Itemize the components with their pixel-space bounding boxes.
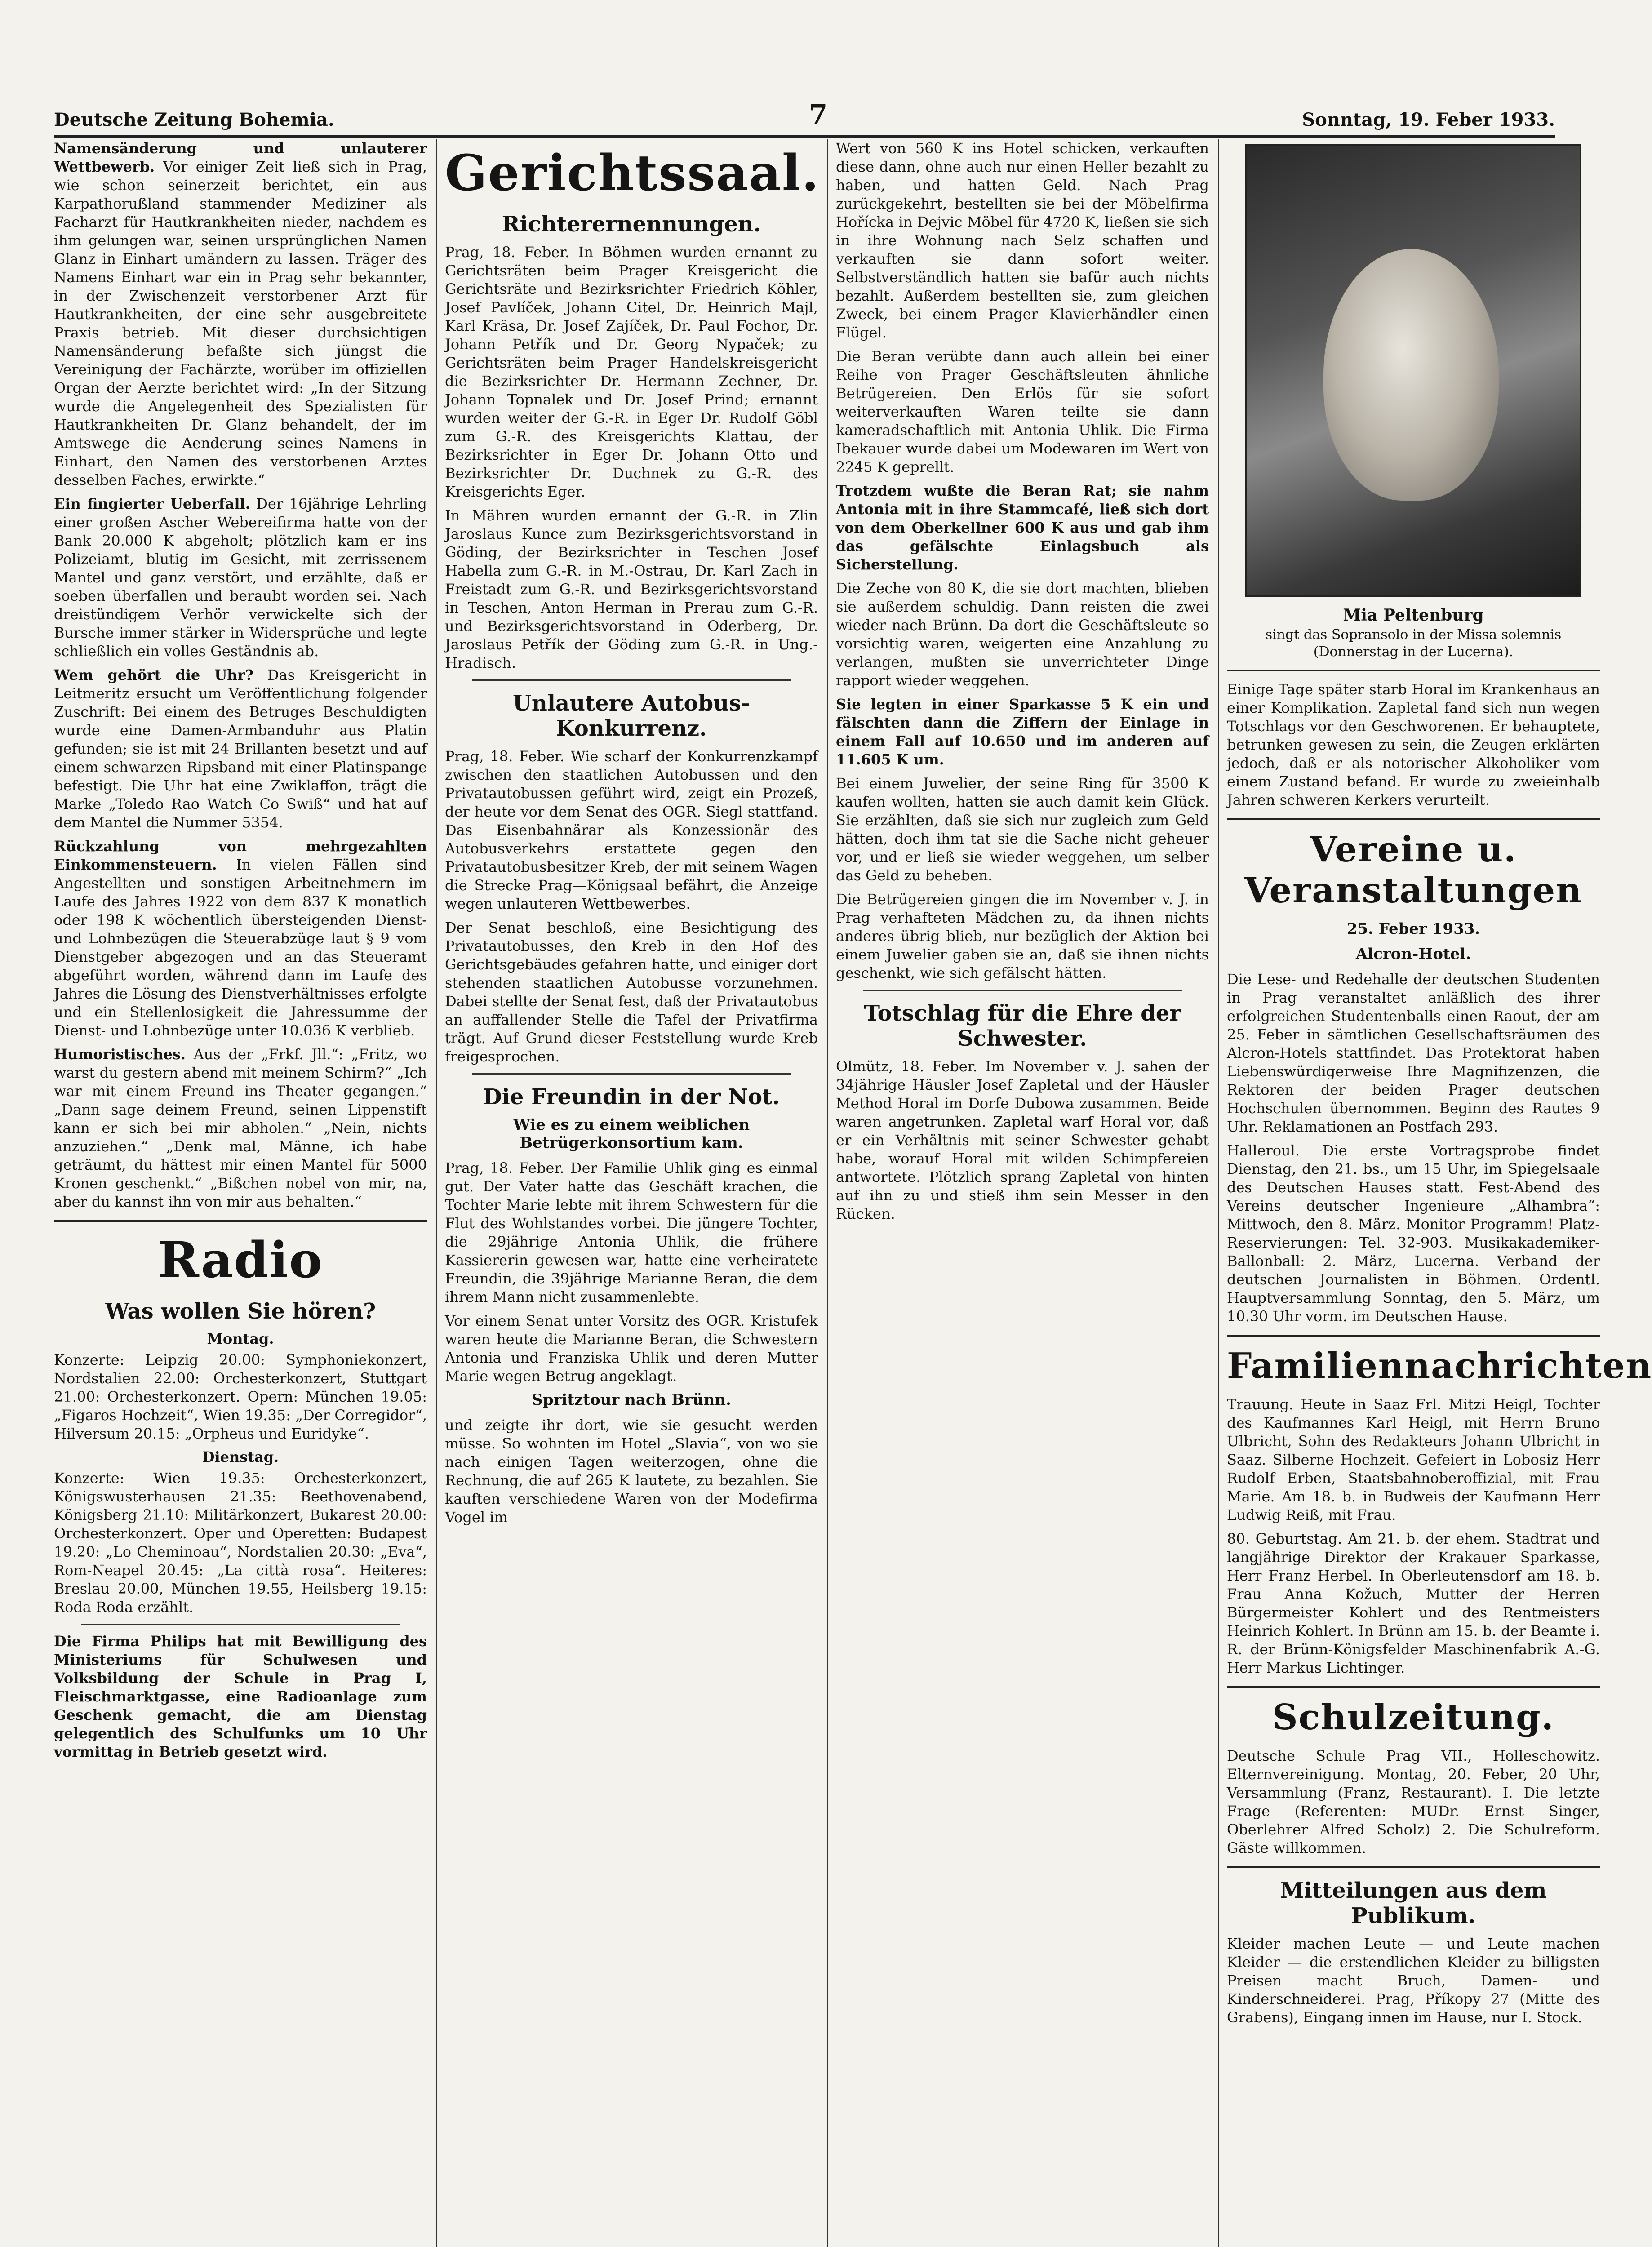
article-body: Vor einiger Zeit ließ sich in Prag, wie schon seinerzeit berichtet, ein aus Karpathorußland stammender Mediziner als Facharzt für Hautkrankheiten nieder, nachdem es ihm gelungen war, seinen ursprünglichen Namen Glanz in Einhart umändern zu lassen. Träger des Namens Einhart war ein in Prag sehr bekannter, in der Zwischenzeit verstorbener Arzt für Hautkrankheiten, der eine sehr ausgebreitete Praxis betrieb. Mit dieser durchsichtigen Namensänderung befaßte sich jüngst die Vereinigung der Fachärzte, worüber im offiziellen Organ der Aerzte berichtet wird: „In der Sitzung wurde die Angelegenheit des Spezialisten für Hautkrankheiten Dr. Glanz behandelt, der im Amtswege die Aenderung seines Namens in Einhart, den Namen des verstorbenen Arztes desselben Faches, erwirkte.“ xyxy=(54,158,427,488)
article-body: Vor einem Senat unter Vorsitz des OGR. Kristufek waren heute die Marianne Beran, die Schwestern Antonia und Franziska Uhlik und deren Mutter Marie wegen Betrug angeklagt. xyxy=(445,1312,818,1385)
issue-date: Sonntag, 19. Feber 1933. xyxy=(1302,109,1555,130)
column-1 xyxy=(54,139,427,2247)
article-heading: Richterernennungen. xyxy=(502,212,761,237)
article-body: Die Beran verübte dann auch allein bei einer Reihe von Prager Geschäftsleuten ähnliche Betrügereien. Den Erlös für sie sofort weiterverkauften Waren teilte sie dann kameradschaftlich mit Antonia Uhlik. Die Firma Ibekauer wurde dabei um Modewaren im Wert von 2245 K geprellt. xyxy=(836,348,1209,475)
article-heading: Unlautere Autobus-Konkurrenz. xyxy=(513,691,750,741)
radio-listing: Konzerte: Wien 19.35: Orchesterkonzert, Königswusterhausen 21.35: Beethovenabend, Königsberg 21.10: Militärkonzert, Bukarest 20.00: Orchesterkonzert. Oper und Operetten: Budapest 19.20: „Lo Cheminoau“, Nordstalien 20.30: „Eva“, Rom-Neapel 20.45: „La città rosa“. Heiteres: Breslau 20.00, München 19.55, Heilsberg 19.15: Roda Roda erzählt. xyxy=(54,1470,427,1616)
event-place: Alcron-Hotel. xyxy=(1355,945,1471,963)
article-body: Deutsche Schule Prag VII., Holleschowitz. Elternvereinigung. Montag, 20. Feber, 20 Uhr, Versammlung (Franz, Restaurant). I. Die letzte Frage (Referenten: MUDr. Ernst Singer, Oberlehrer Alfred Scholz) 2. Die Schulreform. Gäste willkommen. xyxy=(1227,1747,1600,1856)
divider xyxy=(863,990,1182,991)
article-heading: Totschlag für die Ehre der Schwester. xyxy=(864,1001,1181,1051)
article-body: Einige Tage später starb Horal im Krankenhaus an einer Komplikation. Zapletal fand sich nun wegen Totschlags vor den Geschworenen. Er behauptete, betrunken gewesen zu sein, die Zeugen erklärten jedoch, daß er als notorischer Alkoholiker vom einem Zustand befand. Er wurde zu zweieinhalb Jahren schweren Kerkers verurteilt. xyxy=(1227,681,1600,808)
article-body: Bei einem Juwelier, der seine Ring für 3500 K kaufen wollten, hatten sie auch damit kein Glück. Sie erzählten, daß sie sich nur zugleich zum Geld hätten, doch ihm tat sie die Sache nicht geheuer vor, und er ließ sie wieder weggehen, um selber das Geld zu beheben. xyxy=(836,775,1209,884)
column-rule xyxy=(1218,139,1219,2247)
article-heading: Wem gehört die Uhr? xyxy=(54,666,253,684)
column-rule xyxy=(436,139,437,2247)
photo-caption: singt das Sopransolo in der Missa solemnis (Donnerstag in der Lucerna). xyxy=(1265,627,1562,660)
article-body: Halleroul. Die erste Vortragsprobe findet Dienstag, den 21. bs., um 15 Uhr, im Spiegelsaale des Deutschen Hauses statt. Fest-Abend des Vereins deutscher Ingenieure „Alhambra“: Mittwoch, den 8. März. Monitor Programm! Platz-Reservierungen: Tel. 32-903. Musikakademiker-Ballonball: 2. März, Lucerna. Verband der deutschen Journalisten in Böhmen. Ordentl. Hauptversammlung Sonntag, den 5. März, um 10.30 Uhr vorm. im Deutschen Hause. xyxy=(1227,1142,1600,1325)
event-date: 25. Feber 1933. xyxy=(1346,920,1480,938)
article-body: Der Senat beschloß, eine Besichtigung des Privatautobusses, den Kreb in den Hof des Gerichtsgebäudes gefahren hatte, und einiger dort stehenden staatlichen Autobusse vorzunehmen. Dabei stellte der Senat fest, daß der Privatautobus an auffallender Stelle die Tafel der Privatfirma trägt. Auf Grund dieser Feststellung wurde Kreb freigesprochen. xyxy=(445,919,818,1065)
article-body: 80. Geburtstag. Am 21. b. der ehem. Stadtrat und langjährige Direktor der Krakauer Sparkasse, Herr Franz Herbel. In Oberleutensdorf am 18. b. Frau Anna Kožuch, Mutter der Herren Bürgermeister Kohlert und des Rentmeisters Heinrich Kohlert. In Brünn am 15. b. der Beamte i. R. der Brünn-Königsfelder Maschinenfabrik A.-G. Herr Markus Lichtinger. xyxy=(1227,1530,1600,1676)
divider xyxy=(1227,1866,1600,1868)
article-body: Wert von 560 K ins Hotel schicken, verkauften diese dann, ohne auch nur einen Heller bezahlt zu haben, und hatten Geld. Nach Prag zurückgekehrt, bestellten sie bei der Möbelfirma Hořícka in Dejvic Möbel für 4720 K, ließen sie sich in ihre Wohnung nach Selz schaffen und verkauften sie dann sofort weiter. Selbstverständlich hatten sie bafür auch nichts bezahlt. Außerdem bestellten sie, zum gleichen Zweck, bei einem Prager Klavierhändler einen Flügel. xyxy=(836,140,1209,341)
radio-listing: Konzerte: Leipzig 20.00: Symphoniekonzert, Nordstalien 22.00: Orchesterkonzert, Stuttgart 21.00: Orchesterkonzert. Opern: München 19.05: „Figaros Hochzeit“, Wien 19.35: „Der Corregidor“, Hilversum 20.15: „Orpheus und Euridyke“. xyxy=(54,1351,427,1442)
section-title-school: Schulzeitung. xyxy=(1272,1697,1554,1738)
column-rule xyxy=(827,139,828,2247)
article-body: Der 16jährige Lehrling einer großen Ascher Webereifirma hatte von der Bank 20.000 K abgeholt; plötzlich kam er ins Polizeiamt, blutig im Gesicht, mit zerrissenem Mantel und ganz verstört, und erzählte, daß er soeben überfallen und beraubt worden sei. Nach dreistündigem Verhör verwickelte sich der Bursche immer stärker in Widersprüche und legte schließlich ein volles Geständnis ab. xyxy=(54,495,427,660)
divider xyxy=(1227,818,1600,820)
article xyxy=(54,837,427,1040)
divider xyxy=(1227,1335,1600,1337)
article-body: Die Zeche von 80 K, die sie dort machten, blieben sie außerdem schuldig. Dann reisten die zwei wieder nach Brünn. Da dort die Geschäftsleute so vorsichtig waren, weigerten eine Anzahlung zu verlangen, mußten sie unverrichteter Dinge rapport wieder weggehen. xyxy=(836,580,1209,689)
divider xyxy=(472,679,791,681)
page-number: 7 xyxy=(808,99,828,130)
article-body: Aus der „Frkf. Jll.“: „Fritz, wo warst du gestern abend mit meinem Schirm?“ „Ich war mit einem Freund ins Theater gegangen.“ „Dann sage deinem Freund, seinen Lippenstift kann er sich bei mir abholen.“ „Nein, nichts anzuziehen.“ „Denk mal, Männe, ich habe geträumt, du hättest mir einen Mantel für 5000 Kronen geschenkt.“ „Bißchen nobel von mir, na, aber du kannst ihn von mir aus behalten.“ xyxy=(54,1046,427,1210)
article-body: Prag, 18. Feber. Wie scharf der Konkurrenzkampf zwischen den staatlichen Autobussen und den Privatautobussen geführt wird, zeigt ein Prozeß, der heute vor dem Senat des OGR. Siegl stattfand. Das Eisenbahnärar als Konzessionär des Autobusverkehrs erstattete gegen den Privatautobusbesitzer Kreb, der mit seinem Wagen die Strecke Prag—Königsaal befährt, die Anzeige wegen unlauteren Wettbewerbes. xyxy=(445,748,818,912)
portrait-face xyxy=(1323,249,1499,501)
article-emphasis: Trotzdem wußte die Beran Rat; sie nahm Antonia mit in ihre Stammcafé, ließ sich dort von dem Oberkellner 600 K aus und gab ihm das gefälschte Einlagsbuch als Sicherstellung. xyxy=(836,482,1209,573)
column-3 xyxy=(836,139,1209,2247)
article-subheading: Spritztour nach Brünn. xyxy=(532,1391,731,1409)
radio-day: Montag. xyxy=(207,1330,274,1347)
photo-caption-name: Mia Peltenburg xyxy=(1343,606,1484,625)
divider xyxy=(54,1220,427,1222)
page-header xyxy=(54,99,1555,138)
article-heading: Namensänderung und unlauterer Wettbewerb. xyxy=(54,140,427,175)
article-subheading: Wie es zu einem weiblichen Betrügerkonsortium kam. xyxy=(513,1116,750,1152)
paper-name: Deutsche Zeitung Bohemia. xyxy=(54,109,334,130)
article-heading: Humoristisches. xyxy=(54,1046,186,1063)
radio-note: Die Firma Philips hat mit Bewilligung des Ministeriums für Schulwesen und Volksbildung der Schule in Prag I, Fleischmarktgasse, eine Radioanlage zum Geschenk gemacht, die am Dienstag gelegentlich des Schulfunks um 10 Uhr vormittag in Betrieb gesetzt wird. xyxy=(54,1633,427,1760)
article-heading: Ein fingierter Ueberfall. xyxy=(54,495,250,512)
section-title-events: Vereine u. Veranstaltungen xyxy=(1244,829,1582,911)
column-2 xyxy=(445,139,818,2247)
article-body: und zeigte ihr dort, wie sie gesucht werden müsse. So wohnten im Hotel „Slavia“, von wo sie nach einigen Tagen weiterzogen, ohne die Rechnung, die auf 265 K lautete, zu bezahlen. Sie kauften verschiedene Waren von der Modefirma Vogel im xyxy=(445,1417,818,1526)
section-title-court: Gerichtssaal. xyxy=(445,144,820,202)
article-emphasis: Sie legten in einer Sparkasse 5 K ein und fälschten dann die Ziffern der Einlage in einem Fall auf 10.650 und im anderen auf 11.605 K um. xyxy=(836,696,1209,768)
article-body: Prag, 18. Feber. In Böhmen wurden ernannt zu Gerichtsräten beim Prager Kreisgericht die Gerichtsräte und Bezirksrichter Friedrich Köhler, Josef Pavlíček, Johann Citel, Dr. Heinrich Majl, Karl Kräsa, Dr. Josef Zajíček, Dr. Paul Fochor, Dr. Johann Petřík und Dr. Georg Nypaček; zu Gerichtsräten beim Prager Handelskreisgericht die Bezirksrichter Dr. Hermann Zechner, Dr. Johann Topnalek und Dr. Josef Prind; ernannt wurden weiter der G.-R. in Eger Dr. Rudolf Göbl zum G.-R. des Kreisgerichts Klattau, der Bezirksrichter in Eger Dr. Johann Otto und Bezirksrichter Dr. Duchnek zu G.-R. des Kreisgerichts Eger. xyxy=(445,244,818,500)
divider xyxy=(1227,670,1600,671)
column-4 xyxy=(1227,139,1652,2247)
article xyxy=(54,495,427,661)
article-body: In Mähren wurden ernannt der G.-R. in Zlin Jaroslaus Kunce zum Bezirksgerichtsvorstand in Göding, der Bezirksrichter in Teschen Josef Habella zum G.-R. in M.-Ostrau, Dr. Karl Zach in Freistadt zum G.-R. und Bezirksgerichtsvorstand in Teschen, Anton Herman in Prerau zum G.-R. und Bezirksgerichtsvorstand in Oderberg, Dr. Jaroslaus Petřík der Göding zum G.-R. in Ung.-Hradisch. xyxy=(445,507,818,671)
divider xyxy=(81,1624,400,1625)
divider xyxy=(1227,1686,1600,1688)
divider xyxy=(472,1073,791,1075)
article-body: Die Betrügereien gingen die im November v. J. in Prag verhafteten Mädchen zu, da ihnen nichts anderes übrig blieb, nur bezüglich der Aktion bei einem Juwelier gaben sie an, daß sie ihnen nichts geschenkt, wie sich gefälscht hätten. xyxy=(836,891,1209,981)
article xyxy=(54,1045,427,1211)
article-body: In vielen Fällen sind Angestellten und sonstigen Arbeitnehmern im Laufe des Jahres 1922 von dem 837 K monatlich oder 198 K wöchentlich übersteigenden Dienst- und Lohnbezügen die Steuerabzüge laut § 9 vom Dienstgeber abgezogen und an das Steueramt abgeführt worden, während dann im Laufe des Jahres die Lösung des Dienstverhältnisses erfolgte und ein Stellenlosigkeit die Jahressumme der Dienst- und Lohnbezüge unter 10.036 K verblieb. xyxy=(54,856,427,1039)
article-body: Trauung. Heute in Saaz Frl. Mitzi Heigl, Tochter des Kaufmannes Karl Heigl, mit Herrn Bruno Ulbricht, Sohn des Redakteurs Johann Ulbricht in Saaz. Silberne Hochzeit. Gefeiert in Lobosiz Herr Rudolf Erben, Staatsbahnoberoffizial, mit Frau Marie. Am 18. b. in Budweis der Kaufmann Herr Ludwig Reiß, mit Frau. xyxy=(1227,1396,1600,1523)
article xyxy=(54,139,427,489)
radio-heading: Was wollen Sie hören? xyxy=(105,1299,376,1324)
article-heading: Rückzahlung von mehrgezahlten Einkommensteuern. xyxy=(54,838,427,873)
article-body: Olmütz, 18. Feber. Im November v. J. sahen der 34jährige Häusler Josef Zapletal und der Häusler Method Horal im Dorfe Dubowa zusammen. Beide waren angetrunken. Zapletal warf Horal vor, daß er ein Verhältnis mit seiner Schwester gehabt habe, worauf Horal mit wilden Schimpfereien antwortete. Plötzlich sprang Zapletal von hinten auf ihn zu und stieß ihm sein Messer in den Rücken. xyxy=(836,1058,1209,1222)
section-title-family: Familiennachrichten xyxy=(1227,1346,1652,1386)
section-title-public: Mitteilungen aus dem Publikum. xyxy=(1280,1878,1547,1928)
article-body: Kleider machen Leute — und Leute machen Kleider — die erstendlichen Kleider zu billigsten Preisen macht Bruch, Damen- und Kinderschneiderei. Prag, Příkopy 27 (Mitte des Grabens), Eingang innen im Hause, nur I. Stock. xyxy=(1227,1935,1600,2026)
article-body: Prag, 18. Feber. Der Familie Uhlik ging es einmal gut. Der Vater hatte das Geschäft krachen, die Tochter Marie lebte mit ihrem Schwestern für die Flut des Wohlstandes vorbei. Die jüngere Tochter, die 29jährige Antonia Uhlik, die frühere Kassiererin gewesen war, hatte eine verheiratete Freundin, die 39jährige Marianne Beran, die dem ihrem Mann nicht zusammenlebte. xyxy=(445,1159,818,1306)
radio-day: Dienstag. xyxy=(202,1448,279,1465)
section-title-radio: Radio xyxy=(158,1231,323,1289)
article xyxy=(54,666,427,832)
portrait-photo xyxy=(1245,144,1581,597)
article-heading: Die Freundin in der Not. xyxy=(483,1084,780,1110)
article-body: Das Kreisgericht in Leitmeritz ersucht um Veröffentlichung folgender Zuschrift: Bei einem des Betruges Beschuldigten wurde eine Damen-Armbanduhr aus Platin gefunden; sie ist mit 24 Brillanten besetzt und auf einem schwarzen Ripsband mit einer Platinspange befestigt. Die Uhr hat eine Zwiklaffon, trägt die Marke „Toledo Rao Watch Co Swiß“ und hat auf dem Mantel die Nummer 5354. xyxy=(54,666,427,831)
article-body: Die Lese- und Redehalle der deutschen Studenten in Prag veranstaltet anläßlich des ihrer erfolgreichen Studentenballs einen Raout, der am 25. Feber in sämtlichen Gesellschaftsräumen des Alcron-Hotels stattfindet. Das Protektorat haben Liebenswürdigerweise Ihre Magnifizenzen, die Rektoren der beiden Prager deutschen Hochschulen übernommen. Beginn des Rautes 9 Uhr. Reklamationen an Postfach 293. xyxy=(1227,971,1600,1135)
